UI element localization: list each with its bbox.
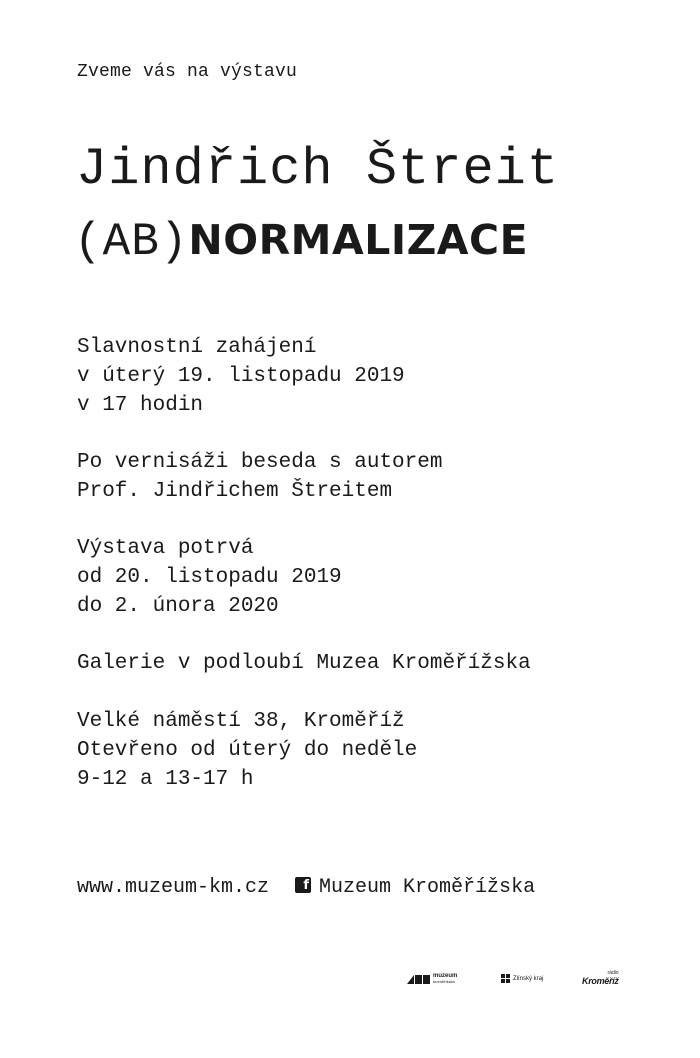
- duration-line: do 2. února 2020: [77, 595, 279, 618]
- facebook-icon[interactable]: f: [295, 877, 311, 893]
- opening-line: v 17 hodin: [77, 394, 204, 417]
- footer: [77, 876, 535, 899]
- radio-logo: [582, 970, 619, 986]
- museum-logo-sub: kroměřížska: [433, 979, 455, 984]
- duration-info: [77, 534, 342, 621]
- title-main: NORMALIZACE: [188, 216, 529, 264]
- opening-hours-line: 9-12 a 13-17 h: [77, 768, 254, 791]
- duration-line: Výstava potrvá: [77, 537, 254, 560]
- invitation-text: Zveme vás na výstavu: [77, 62, 298, 82]
- discussion-info: [77, 448, 442, 506]
- address-line: Velké náměstí 38, Kroměříž: [77, 710, 405, 733]
- region-logo-name: Zlínský kraj: [513, 975, 544, 982]
- opening-info: [77, 333, 405, 420]
- artist-name: Jindřich Štreit: [76, 140, 560, 199]
- radio-logo-name: Kroměříž: [582, 976, 619, 986]
- exhibition-title: [74, 210, 528, 272]
- radio-logo-top: rádio: [607, 970, 619, 976]
- venue-info: [77, 649, 531, 678]
- discussion-line: Po vernisáži beseda s autorem: [77, 451, 443, 474]
- venue-name: Galerie v podloubí Muzea Kroměřížska: [77, 652, 531, 675]
- opening-line: v úterý 19. listopadu 2019: [77, 365, 405, 388]
- region-logo: [501, 974, 543, 983]
- region-logo-mark: [501, 974, 510, 983]
- facebook-page-link[interactable]: Muzeum Kroměřížska: [319, 876, 536, 899]
- partner-logos: [0, 970, 700, 994]
- title-prefix: (AB): [74, 216, 189, 268]
- duration-line: od 20. listopadu 2019: [77, 566, 342, 589]
- opening-line: Slavnostní zahájení: [77, 336, 317, 359]
- website-link[interactable]: www.muzeum-km.cz: [77, 876, 270, 899]
- opening-hours-line: Otevřeno od úterý do neděle: [77, 739, 418, 762]
- museum-logo-mark: [407, 975, 430, 984]
- address-info: [77, 707, 417, 794]
- museum-logo-name: muzeum: [433, 973, 458, 979]
- museum-logo: [407, 974, 457, 984]
- discussion-line: Prof. Jindřichem Štreitem: [77, 480, 393, 503]
